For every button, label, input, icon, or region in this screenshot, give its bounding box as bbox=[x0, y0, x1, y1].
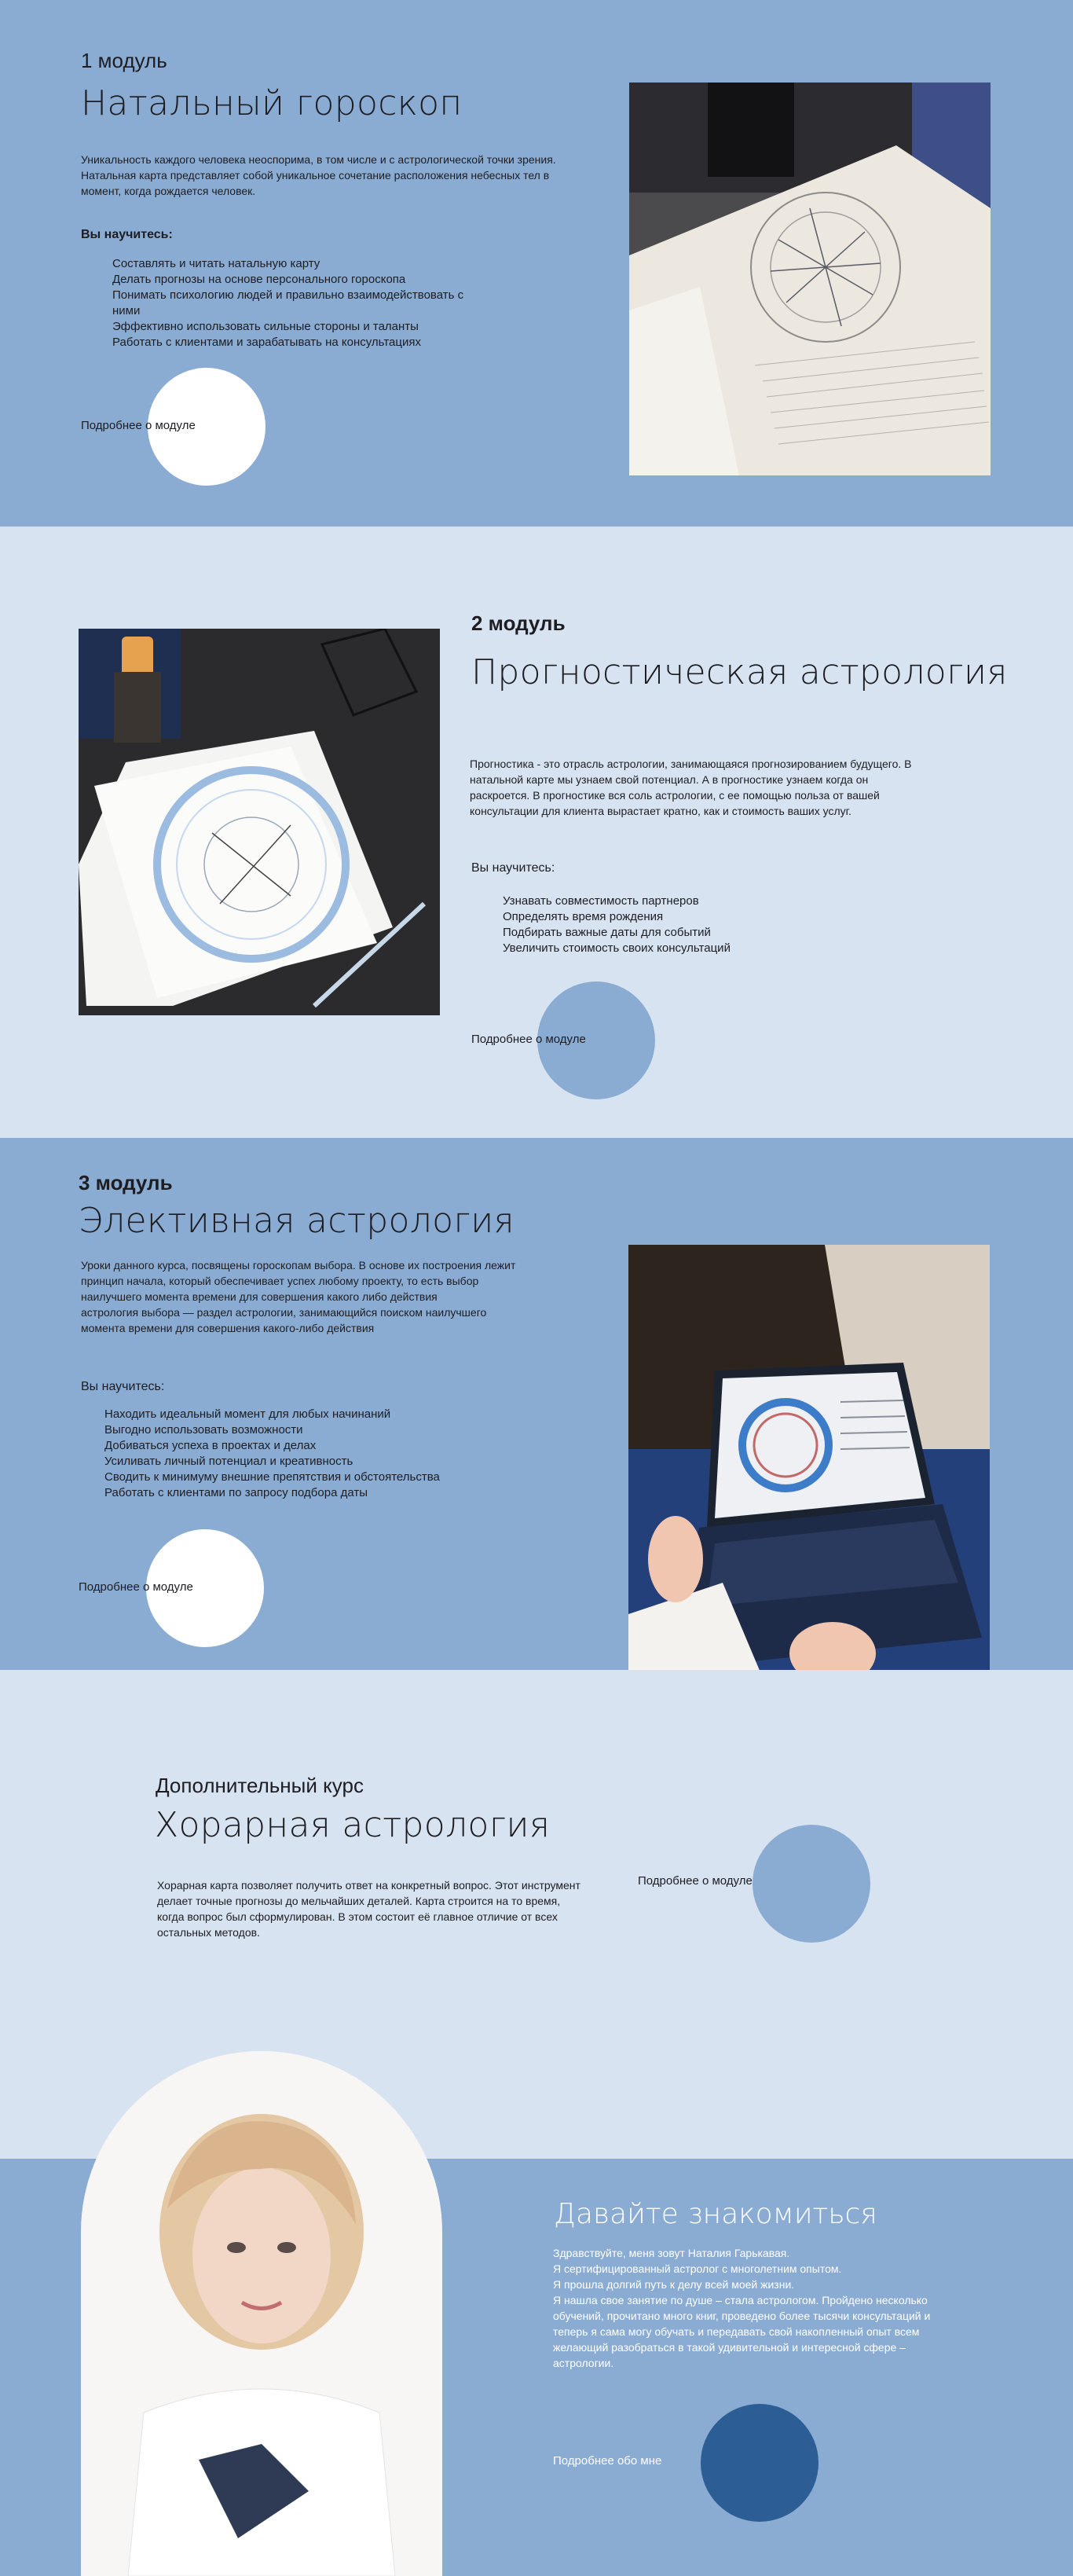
list-item: Увеличить стоимость своих консультаций bbox=[503, 941, 731, 955]
module-2-title: Прогностическая астрология bbox=[471, 652, 1008, 692]
extra-course-more-link[interactable]: Подробнее о модуле bbox=[638, 1874, 753, 1888]
list-item: Выгодно использовать возможности bbox=[104, 1423, 303, 1437]
about-more-link[interactable]: Подробнее обо мне bbox=[553, 2454, 662, 2468]
natal-chart-book-photo bbox=[629, 83, 991, 475]
module-3-number: 3 модуль bbox=[79, 1171, 173, 1194]
extra-course-label: Дополнительный курс bbox=[156, 1774, 364, 1797]
author-portrait-photo bbox=[81, 2051, 442, 2576]
module-1-learn-list bbox=[112, 256, 474, 350]
more-button-circle[interactable] bbox=[701, 2404, 818, 2522]
module-2-learn-list bbox=[503, 894, 864, 956]
list-item: Понимать психологию людей и правильно взаимодействовать с ними bbox=[112, 288, 464, 317]
list-item: Узнавать совместимость партнеров bbox=[503, 894, 699, 908]
list-item: Работать с клиентами по запросу подбора даты bbox=[104, 1486, 368, 1499]
module-1-description: Уникальность каждого человека неоспорима, в том числе и с астрологической точки зрения. Натальная карта представляет собой уникальное сочетание расположения небесных тел в момент, когда рождается человек. bbox=[81, 153, 556, 197]
module-1-title: Натальный гороскоп bbox=[81, 83, 463, 123]
list-item: Добиваться успеха в проектах и делах bbox=[104, 1439, 317, 1452]
extra-course-title: Хорарная астрология bbox=[155, 1805, 551, 1845]
list-item: Усиливать личный потенциал и креативность bbox=[104, 1455, 353, 1468]
module-1-number: 1 модуль bbox=[81, 49, 167, 72]
module-2-number: 2 модуль bbox=[471, 611, 566, 635]
list-item: Делать прогнозы на основе персонального гороскопа bbox=[112, 273, 406, 286]
module-2-description: Прогностика - это отрасль астрологии, занимающаяся прогнозированием будущего. В натальной карте мы узнаем свой потенциал. А в прогностике узнаем когда он раскроется. В прогностике вся соль астрологии, с ее помощью польза от вашей консультации для клиента вырастает кратно, как и стоимость ваших услуг. bbox=[470, 758, 912, 817]
module-2-learn-heading: Вы научитесь: bbox=[471, 861, 555, 875]
module-3-learn-heading: Вы научитесь: bbox=[81, 1380, 165, 1393]
module-3-section bbox=[0, 1138, 1073, 1670]
module-3-learn-list bbox=[104, 1407, 544, 1501]
list-item: Составлять и читать натальную карту bbox=[112, 257, 320, 270]
module-3-more-link[interactable]: Подробнее о модуле bbox=[79, 1580, 193, 1594]
about-text: Здравствуйте, меня зовут Наталия Гарькавая. Я сертифицированный астролог с многолетним опытом. Я прошла долгий путь к делу всей моей жизни. Я нашла свое занятие по душе – стала астрологом. Пройдено несколько обучений, прочитано много книг, проведено более тысячи консультаций и теперь я сама могу обучать и передавать свой накопленный опыт всем желающий разобраться в такой удивительной и интересной сфере – астрологии. bbox=[553, 2247, 931, 2369]
list-item: Сводить к минимуму внешние препятствия и обстоятельства bbox=[104, 1470, 440, 1484]
module-2-section bbox=[0, 527, 1073, 1138]
list-item: Эффективно использовать сильные стороны и таланты bbox=[112, 320, 419, 333]
list-item: Подбирать важные даты для событий bbox=[503, 926, 711, 939]
list-item: Определять время рождения bbox=[503, 910, 664, 923]
astrology-charts-table-photo bbox=[79, 629, 440, 1015]
laptop-astrology-software-photo bbox=[628, 1245, 990, 1732]
extra-course-description: Хорарная карта позволяет получить ответ на конкретный вопрос. Этот инструмент делает точные прогнозы до мельчайших деталей. Карта строится на то время, когда вопрос был сформулирован. В этом состоит её главное отличие от всех остальных методов. bbox=[157, 1879, 580, 1939]
module-1-more-link[interactable]: Подробнее о модуле bbox=[81, 419, 196, 432]
module-3-description: Уроки данного курса, посвящены гороскопам выбора. В основе их построения лежит принцип начала, который обеспечивает успех любому проекту, то есть выбор наилучшего момента времени для совершения какого либо действия астрология выбора — раздел астрологии, занимающийся поиском наилучшего момента времени для совершения какого-либо действия bbox=[81, 1259, 516, 1334]
more-button-circle[interactable] bbox=[753, 1825, 870, 1943]
module-1-learn-heading: Вы научитесь: bbox=[81, 228, 173, 241]
module-1-section bbox=[0, 0, 1073, 527]
list-item: Работать с клиентами и зарабатывать на консультациях bbox=[112, 336, 421, 349]
list-item: Находить идеальный момент для любых начинаний bbox=[104, 1407, 391, 1421]
about-title: Давайте знакомиться bbox=[554, 2198, 877, 2230]
module-3-title: Элективная астрология bbox=[79, 1201, 515, 1241]
module-2-more-link[interactable]: Подробнее о модуле bbox=[471, 1033, 586, 1046]
